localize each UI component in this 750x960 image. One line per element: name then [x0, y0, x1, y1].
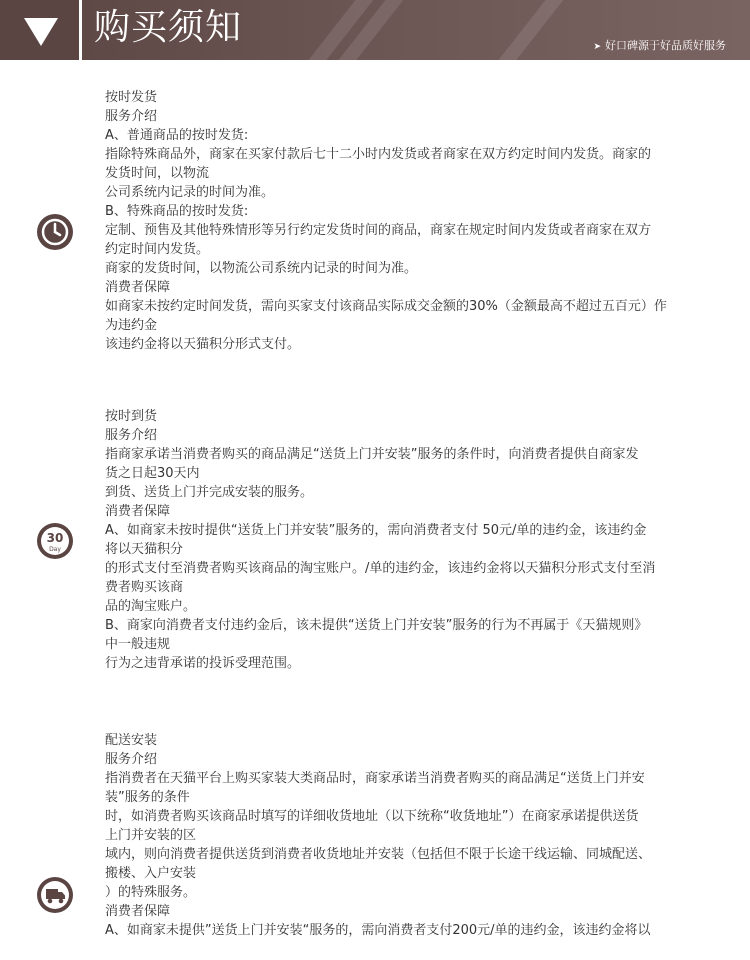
text-line: 服务介绍	[105, 109, 158, 124]
text-line: A、如商家未按时提供“送货上门并安装”服务的，需向消费者支付 50元/单的违约金，该违约金	[105, 523, 647, 538]
text-line: 公司系统内记录的时间为准。	[105, 185, 275, 200]
text-line: 上门并安装的区	[105, 828, 197, 843]
text-line: 将以天猫积分	[105, 542, 184, 557]
slogan-text: 好口碑源于好品质好服务	[605, 39, 726, 52]
text-line: B、商家向消费者支付违约金后，该未提供“送货上门并安装”服务的行为不再属于《天猫规则》	[105, 618, 648, 633]
text-line: 域内，则向消费者提供送货到消费者收货地址并安装（包括但不限于长途干线运输、同城配送、	[105, 847, 652, 862]
header-stripe	[488, 0, 567, 60]
text-line: 商家的发货时间，以物流公司系统内记录的时间为准。	[105, 261, 418, 276]
text-line: 指消费者在天猫平台上购买家装大类商品时，商家承诺当消费者购买的商品满足“送货上门并安	[105, 771, 645, 786]
text-line: 发货时间，以物流	[105, 166, 210, 181]
section-heading: 按时发货	[105, 90, 158, 105]
header-banner	[0, 0, 750, 60]
text-line: 定制、预售及其他特殊情形等另行约定发货时间的商品，商家在规定时间内发货或者商家在双方	[105, 223, 652, 238]
text-line: ）的特殊服务。	[105, 885, 197, 900]
30-day-icon	[37, 523, 73, 559]
clock-icon	[37, 214, 73, 250]
text-line: 的形式支付至消费者购买该商品的淘宝账户。/单的违约金，该违约金将以天猫积分形式支付至消	[105, 561, 656, 576]
text-line: 服务介绍	[105, 428, 158, 443]
header-slogan	[593, 38, 726, 55]
truck-icon	[37, 877, 73, 913]
header-divider	[79, 0, 82, 60]
text-line: A、普通商品的按时发货:	[105, 128, 249, 143]
text-line: 指商家承诺当消费者购买的商品满足“送货上门并安装”服务的条件时，向消费者提供自商家发	[105, 447, 639, 462]
text-line: 时，如消费者购买该商品时填写的详细收货地址（以下统称“收货地址”）在商家承诺提供送货	[105, 809, 639, 824]
section-text	[105, 407, 705, 673]
page-title: 购买须知	[94, 7, 243, 48]
down-triangle-icon	[24, 18, 58, 46]
text-line: 消费者保障	[105, 280, 171, 295]
text-line: 行为之违背承诺的投诉受理范围。	[105, 656, 301, 671]
section-heading: 按时到货	[105, 409, 158, 424]
section-text	[105, 731, 705, 940]
text-line: 约定时间内发货。	[105, 242, 210, 257]
section-text	[105, 88, 705, 354]
arrow-icon: ➤	[593, 42, 601, 52]
text-line: 消费者保障	[105, 904, 171, 919]
text-line: 装”服务的条件	[105, 790, 190, 805]
text-line: 如商家未按约定时间发货，需向买家支付该商品实际成交金额的30%（金额最高不超过五百元）作	[105, 299, 667, 314]
text-line: B、特殊商品的按时发货:	[105, 204, 249, 219]
text-line: A、如商家未提供”送货上门并安装“服务的，需向消费者支付200元/单的违约金，该违约金将以	[105, 923, 651, 938]
text-line: 服务介绍	[105, 752, 158, 767]
text-line: 消费者保障	[105, 504, 171, 519]
text-line: 中一般违规	[105, 637, 171, 652]
text-line: 货之日起30天内	[105, 466, 200, 481]
text-line: 费者购买该商	[105, 580, 184, 595]
30-day-label: Day	[49, 546, 61, 553]
text-line: 指除特殊商品外，商家在买家付款后七十二小时内发货或者商家在双方约定时间内发货。商家的	[105, 147, 652, 162]
header-icon-box	[0, 0, 79, 60]
text-line: 该违约金将以天猫积分形式支付。	[105, 337, 301, 352]
text-line: 搬楼、入户安装	[105, 866, 197, 881]
text-line: 为违约金	[105, 318, 158, 333]
section-heading: 配送安装	[105, 733, 158, 748]
text-line: 品的淘宝账户。	[105, 599, 197, 614]
text-line: 到货、送货上门并完成安装的服务。	[105, 485, 314, 500]
30-day-number: 30	[46, 531, 64, 545]
